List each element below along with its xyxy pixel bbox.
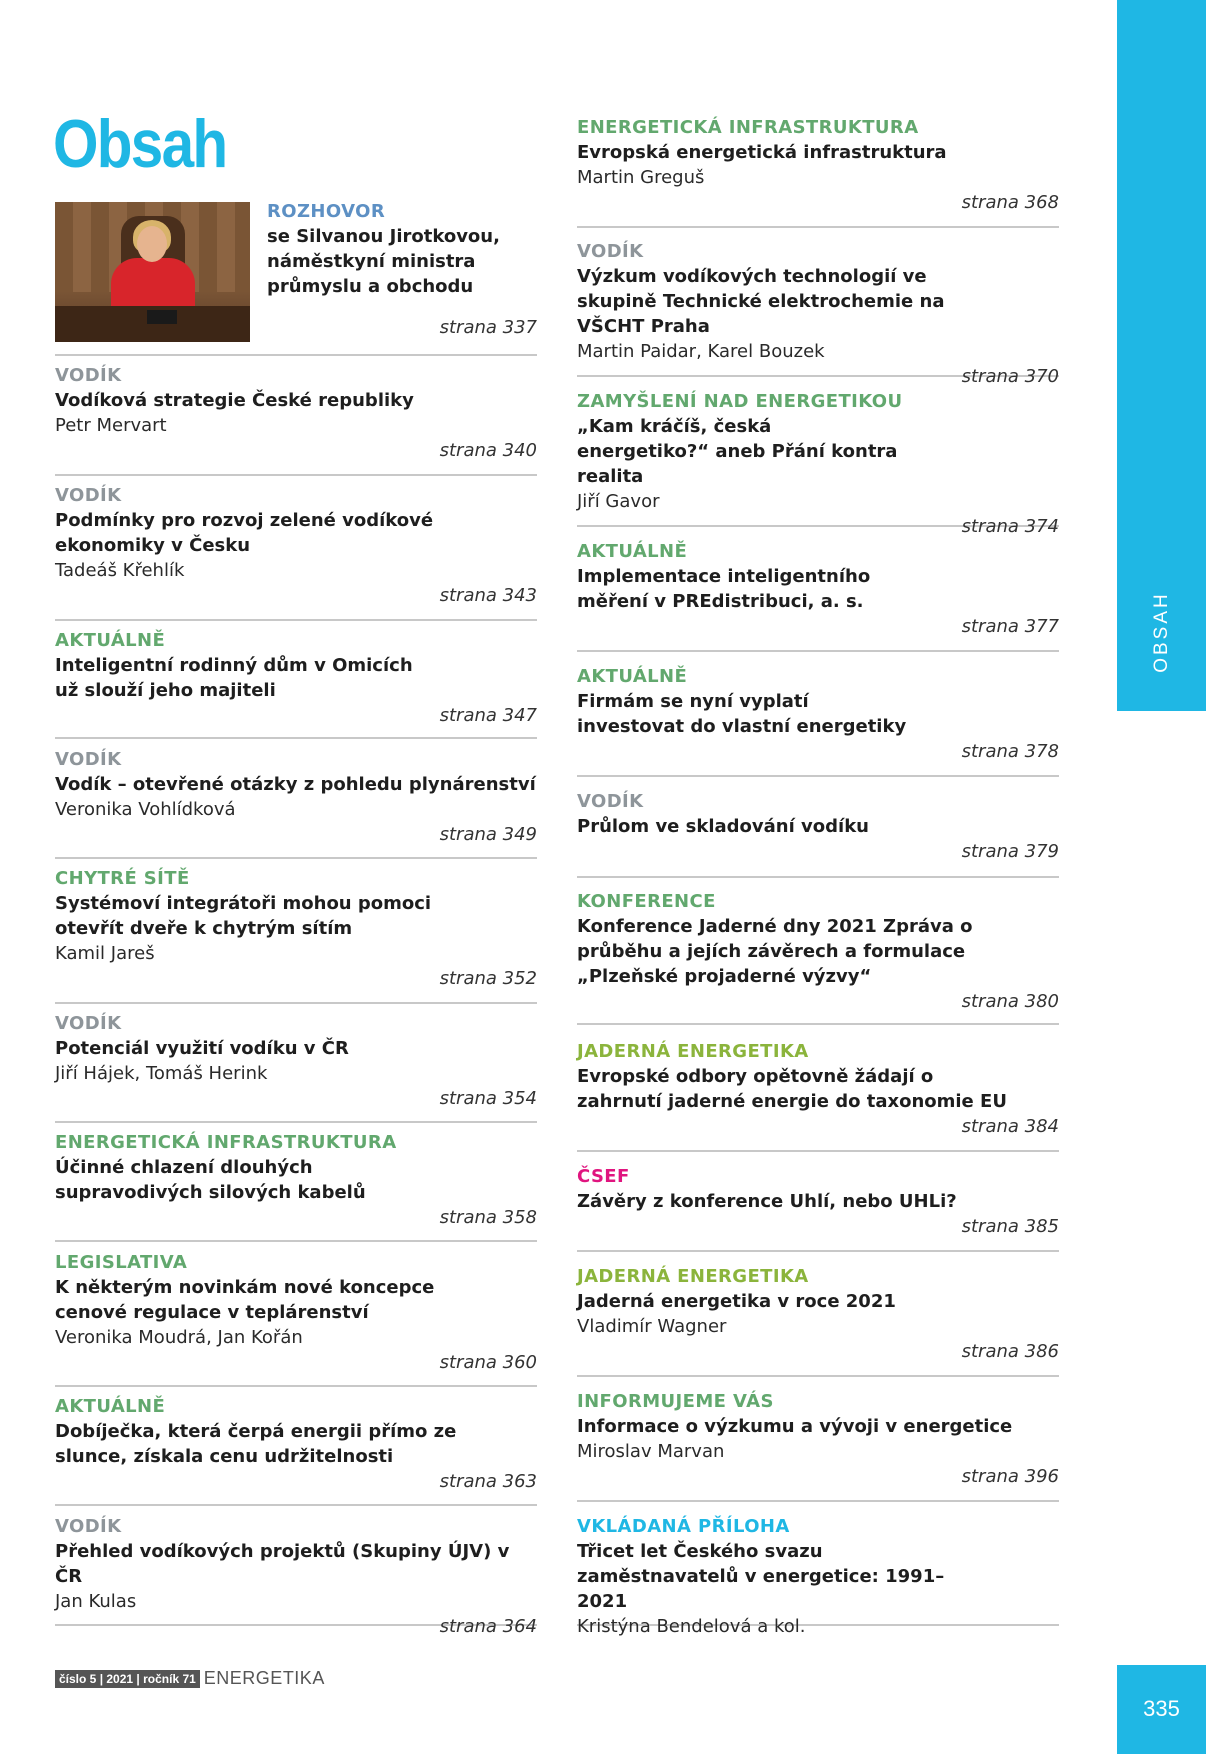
entry-page: strana 360 [439,1352,537,1373]
toc-entry[interactable] [577,890,1059,1025]
toc-entry[interactable] [577,1040,1059,1152]
entry-author: Tadeáš Křehlík [55,560,185,581]
entry-title: Inteligentní rodinný dům v Omicích už slouží jeho majiteli [55,655,413,701]
entry-category: AKTUÁLNĚ [577,666,688,687]
toc-entry[interactable] [577,390,1059,537]
toc-entry[interactable] [577,1390,1059,1502]
entry-title: Vodík – otevřené otázky z pohledu plynárenství [55,774,536,795]
entry-page: strana 377 [961,616,1059,637]
footer [55,1668,325,1689]
entry-page: strana 352 [439,968,537,989]
entry-page: strana 370 [961,366,1059,387]
toc-entry[interactable] [55,484,537,621]
toc-entry[interactable] [55,364,537,476]
entry-title: „Kam kráčíš, česká energetiko?“ aneb Přání kontra realita [577,416,898,487]
entry-title: K některým novinkám nové koncepce cenové regulace v teplárenství [55,1277,435,1323]
entry-author: Jiří Gavor [577,491,660,512]
entry-title: Systémoví integrátoři mohou pomoci otevřít dveře k chytrým sítím [55,893,432,939]
entry-title: Průlom ve skladování vodíku [577,816,869,837]
entry-title: Evropská energetická infrastruktura [577,142,947,163]
entry-category: CHYTRÉ SÍTĚ [55,868,190,889]
entry-page: strana 380 [961,991,1059,1012]
entry-category: VODÍK [55,749,122,770]
entry-title: se Silvanou Jirotkovou, náměstkyní ministra průmyslu a obchodu [267,226,500,297]
entry-category: VKLÁDANÁ PŘÍLOHA [577,1516,790,1537]
entry-category: KONFERENCE [577,891,716,912]
toc-entry[interactable] [55,1012,537,1123]
entry-category: ČSEF [577,1166,630,1187]
interview-entry[interactable] [55,200,537,356]
entry-author: Petr Mervart [55,415,167,436]
toc-entry[interactable] [55,1131,537,1242]
entry-title: Přehled vodíkových projektů (Skupiny ÚJV) v ČR [55,1541,510,1587]
page-title: Obsah [53,106,227,182]
toc-entry[interactable] [55,1251,537,1387]
entry-category: VODÍK [55,365,122,386]
entry-author: Martin Paidar, Karel Bouzek [577,341,825,362]
entry-author: Jiří Hájek, Tomáš Herink [55,1063,268,1084]
toc-entry[interactable] [55,867,537,1004]
entry-page: strana 347 [439,705,537,726]
entry-page: strana 340 [439,440,537,461]
interview-photo [55,202,250,342]
entry-page: strana 358 [439,1207,537,1228]
entry-title: Evropské odbory opětovně žádají o zahrnutí jaderné energie do taxonomie EU [577,1066,1007,1112]
toc-entry[interactable] [55,1515,537,1637]
entry-category: ENERGETICKÁ INFRASTRUKTURA [55,1132,397,1153]
energetika-logo: ENERGETIKA [203,1668,325,1688]
entry-category: LEGISLATIVA [55,1252,188,1273]
side-label: OBSAH [1151,591,1172,673]
toc-entry[interactable] [577,240,1059,387]
entry-category: AKTUÁLNĚ [55,1396,166,1417]
entry-title: Konference Jaderné dny 2021 Zpráva o průběhu a jejích závěrech a formulace „Plzeňské projaderné výzvy“ [577,916,973,987]
entry-category: VODÍK [577,791,644,812]
entry-page: strana 368 [961,192,1059,213]
entry-title: Dobíječka, která čerpá energii přímo ze slunce, získala cenu udržitelnosti [55,1421,457,1467]
entry-category: INFORMUJEME VÁS [577,1391,774,1412]
entry-category: ENERGETICKÁ INFRASTRUKTURA [577,117,919,138]
entry-category: JADERNÁ ENERGETIKA [577,1041,809,1062]
entry-category: AKTUÁLNĚ [577,541,688,562]
entry-page: strana 379 [961,841,1059,862]
entry-title: Jaderná energetika v roce 2021 [577,1291,896,1312]
entry-category: VODÍK [55,1013,122,1034]
entry-page: strana 363 [439,1471,537,1492]
entry-title: Výzkum vodíkových technologií ve skupině Technické elektrochemie na VŠCHT Praha [577,266,945,337]
toc-entry[interactable] [577,1165,1059,1252]
toc-entry[interactable] [577,1265,1059,1377]
toc-entry[interactable] [55,1395,537,1506]
toc-entry[interactable] [55,748,537,859]
entry-page: strana 384 [961,1116,1059,1137]
toc-entry[interactable] [577,540,1059,652]
entry-title: Informace o výzkumu a vývoji v energetice [577,1416,1013,1437]
entry-page: strana 386 [961,1341,1059,1362]
entry-page: strana 337 [439,317,537,338]
entry-title: Firmám se nyní vyplatí investovat do vlastní energetiky [577,691,907,737]
toc-entry[interactable] [577,1515,1059,1637]
entry-title: Potenciál využití vodíku v ČR [55,1038,349,1059]
toc-entry[interactable] [577,116,1059,228]
entry-category: ROZHOVOR [267,201,386,222]
entry-title: Účinné chlazení dlouhých supravodivých silových kabelů [55,1157,366,1203]
entry-title: Závěry z konference Uhlí, nebo UHLi? [577,1191,957,1212]
entry-page: strana 343 [439,585,537,606]
toc-entry[interactable] [55,629,537,739]
entry-author: Veronika Moudrá, Jan Kořán [55,1327,303,1348]
entry-category: JADERNÁ ENERGETIKA [577,1266,809,1287]
entry-author: Miroslav Marvan [577,1441,725,1462]
entry-author: Veronika Vohlídková [55,799,236,820]
entry-title: Implementace inteligentního měření v PREdistribuci, a. s. [577,566,871,612]
page-number: 335 [1143,1696,1180,1721]
entry-title: Třicet let Českého svazu zaměstnavatelů v energetice: 1991–2021 [577,1541,945,1612]
entry-page: strana 364 [439,1616,537,1637]
entry-category: VODÍK [55,485,122,506]
entry-author: Kristýna Bendelová a kol. [577,1616,806,1637]
entry-category: VODÍK [55,1516,122,1537]
entry-page: strana 374 [961,516,1059,537]
entry-title: Podmínky pro rozvoj zelené vodíkové ekonomiky v Česku [55,510,434,556]
entry-author: Martin Greguš [577,167,705,188]
entry-title: Vodíková strategie České republiky [55,390,414,411]
entry-page: strana 354 [439,1088,537,1109]
entry-page: strana 349 [439,824,537,845]
entry-author: Vladimír Wagner [577,1316,727,1337]
toc-entry[interactable] [577,790,1059,878]
entry-page: strana 385 [961,1216,1059,1237]
entry-page: strana 378 [961,741,1059,762]
entry-category: ZAMYŠLENÍ NAD ENERGETIKOU [577,391,903,412]
entry-author: Jan Kulas [55,1591,137,1612]
entry-category: VODÍK [577,241,644,262]
entry-page: strana 396 [961,1466,1059,1487]
entry-category: AKTUÁLNĚ [55,630,166,651]
issue-label: číslo 5 | 2021 | ročník 71 [55,1670,200,1688]
toc-entry[interactable] [577,665,1059,777]
entry-author: Kamil Jareš [55,943,155,964]
